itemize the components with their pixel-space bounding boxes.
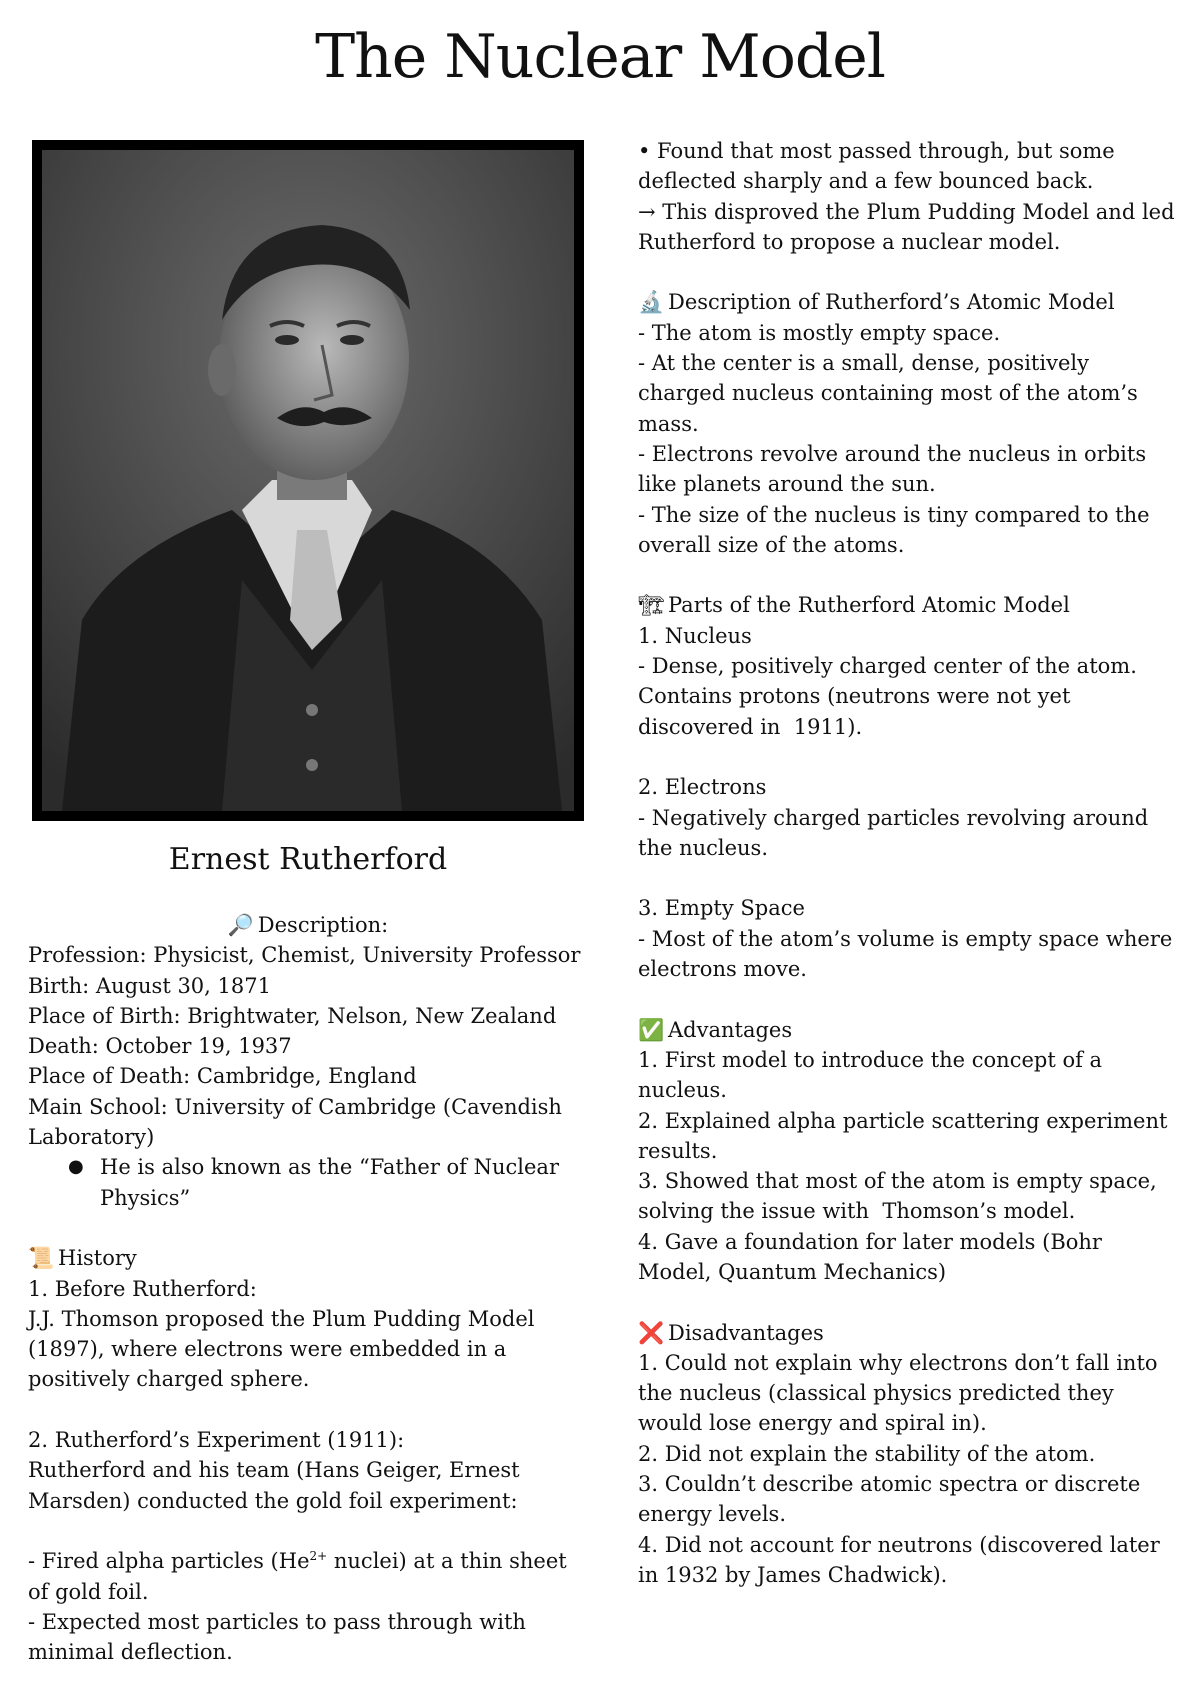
description-line: Profession: Physicist, Chemist, University Professor <box>28 943 581 968</box>
model-description-line: - The size of the nucleus is tiny compared to the overall size of the atoms. <box>638 502 1157 557</box>
portrait-caption: Ernest Rutherford <box>168 842 448 877</box>
description-line: Main School: University of Cambridge (Cavendish Laboratory) <box>28 1094 569 1150</box>
parts-electrons-text: - Negatively charged particles revolving around the nucleus. <box>638 805 1155 860</box>
model-description-line: - The atom is mostly empty space. <box>638 320 1001 345</box>
description-line: Birth: August 30, 1871 <box>28 973 271 998</box>
right-column <box>638 136 1182 1590</box>
advantage-item: 3. Showed that most of the atom is empty space, solving the issue with Thomson’s model. <box>638 1169 1164 1224</box>
history-heading-line <box>28 1243 588 1273</box>
advantages-heading: Advantages <box>668 1017 793 1042</box>
model-description-line: - Electrons revolve around the nucleus in orbits like planets around the sun. <box>638 441 1153 497</box>
parts-nucleus-text: - Dense, positively charged center of the atom. Contains protons (neutrons were not yet discovered in 1911). <box>638 654 1144 739</box>
history-before-heading: 1. Before Rutherford: <box>28 1276 257 1301</box>
bullet-text: He is also known as the “Father of Nuclear Physics” <box>100 1155 559 1210</box>
advantage-item: 4. Gave a foundation for later models (Bohr Model, Quantum Mechanics) <box>638 1229 1109 1284</box>
advantage-item: 2. Explained alpha particle scattering experiment results. <box>638 1108 1175 1163</box>
microscope-icon: 🔬 <box>638 290 665 315</box>
disadvantages-heading: Disadvantages <box>668 1320 824 1345</box>
advantage-item: 1. First model to introduce the concept of a nucleus. <box>638 1047 1109 1103</box>
history-before-text: J.J. Thomson proposed the Plum Pudding Model (1897), where electrons were embedded in a positively charged sphere. <box>28 1306 542 1392</box>
description-heading-line <box>28 910 588 940</box>
parts-nucleus-heading: 1. Nucleus <box>638 623 752 648</box>
parts-heading-line <box>638 590 1178 620</box>
scroll-icon: 📜 <box>28 1246 55 1271</box>
fired-suffix: nuclei) at a thin sheet of gold foil. <box>28 1549 574 1604</box>
construction-icon: 🏗 <box>638 593 665 618</box>
disadvantage-item: 3. Couldn’t describe atomic spectra or discrete energy levels. <box>638 1472 1147 1527</box>
portrait-photo <box>42 150 574 811</box>
cross-mark-icon: ❌ <box>638 1320 665 1345</box>
disadvantages-heading-line <box>638 1318 1178 1348</box>
description-line: Place of Birth: Brightwater, Nelson, New Zealand <box>28 1003 557 1028</box>
description-line: Death: October 19, 1937 <box>28 1034 292 1059</box>
parts-space-text: - Most of the atom’s volume is empty space where electrons move. <box>638 926 1179 982</box>
portrait-frame <box>32 140 584 821</box>
bullet-dot-icon: ● <box>68 1156 84 1178</box>
history-expected: - Expected most particles to pass through with minimal deflection. <box>28 1609 533 1665</box>
disadvantage-item: 4. Did not account for neutrons (discovered later in 1932 by James Chadwick). <box>638 1532 1167 1587</box>
fired-prefix: - Fired alpha particles (He <box>28 1549 310 1574</box>
list-item <box>28 1152 588 1213</box>
left-column <box>28 910 588 1667</box>
fired-superscript: 2+ <box>309 1549 328 1564</box>
page-title: The Nuclear Model <box>315 22 885 92</box>
model-description-heading-line <box>638 287 1178 317</box>
portrait-image <box>42 150 574 811</box>
check-mark-icon: ✅ <box>638 1017 665 1042</box>
history-found: • Found that most passed through, but some deflected sharply and a few bounced back. <box>638 139 1122 194</box>
model-description-heading: Description of Rutherford’s Atomic Model <box>668 290 1115 315</box>
disadvantage-item: 1. Could not explain why electrons don’t fall into the nucleus (classical physics predicted they would lose energy and spiral in). <box>638 1350 1165 1436</box>
parts-heading: Parts of the Rutherford Atomic Model <box>668 593 1070 618</box>
history-disproved: → This disproved the Plum Pudding Model and led Rutherford to propose a nuclear model. <box>638 199 1182 254</box>
description-line: Place of Death: Cambridge, England <box>28 1064 417 1089</box>
magnifier-icon: 🔎 <box>227 913 254 937</box>
description-heading: Description: <box>257 913 389 937</box>
parts-electrons-heading: 2. Electrons <box>638 775 767 800</box>
history-experiment-text: Rutherford and his team (Hans Geiger, Ernest Marsden) conducted the gold foil experiment: <box>28 1458 527 1513</box>
advantages-heading-line <box>638 1015 1178 1045</box>
disadvantage-item: 2. Did not explain the stability of the atom. <box>638 1441 1096 1466</box>
history-experiment-heading: 2. Rutherford’s Experiment (1911): <box>28 1428 405 1453</box>
history-fired <box>28 1546 588 1607</box>
parts-space-heading: 3. Empty Space <box>638 896 805 921</box>
history-heading: History <box>58 1246 137 1271</box>
model-description-line: - At the center is a small, dense, positively charged nucleus containing most of the atom’s mass. <box>638 351 1145 436</box>
